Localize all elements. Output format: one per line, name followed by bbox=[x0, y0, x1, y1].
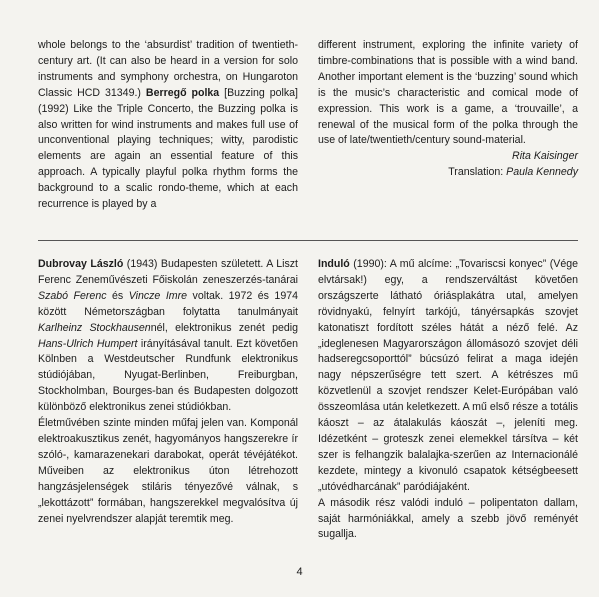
teacher-name: Vincze Imre bbox=[128, 289, 188, 302]
paragraph-text: whole belongs to the ‘absurdist’ tradition of twentieth-century art. (It can also be heard in a version for solo instruments and symphony orchestra, on Hungaroton Classic HCD 31349.) bbox=[38, 39, 298, 99]
author-credit bbox=[318, 149, 578, 165]
paragraph-text: nél, elektronikus zenét pedig bbox=[150, 321, 298, 334]
teacher-name: Karlheinz Stockhausen bbox=[38, 321, 151, 334]
page-number: 4 bbox=[296, 566, 303, 578]
author-name: Rita Kaisinger bbox=[512, 150, 578, 163]
paragraph bbox=[38, 38, 298, 213]
paragraph bbox=[38, 257, 298, 416]
teacher-name: Szabó Ferenc bbox=[38, 289, 107, 302]
text-column-top-right bbox=[318, 38, 578, 181]
work-title: Induló bbox=[318, 258, 350, 270]
paragraph-text: voltak. 1972 és 1974 között Németországban folytatta tanulmányait bbox=[38, 289, 298, 318]
paragraph-text: [Buzzing polka] (1992) Like the Triple Concerto, the Buzzing polka is also written for wind instruments and makes full use of unconventional playing techniques; witty, parodistic elements are again an essential feature of this approach. A typically playful polka rhythm forms the background to a scalic rondo-theme, which at each recurrence is played by a bbox=[38, 86, 298, 211]
paragraph: A második rész valódi induló – polipentaton dallam, saját harmóniákkal, amely a szebb jövő reményét sugallja. bbox=[318, 496, 578, 541]
composer-name: Dubrovay László bbox=[38, 258, 124, 270]
section-divider bbox=[38, 240, 578, 241]
paragraph-text: (1990): A mű alcíme: „Tovariscsi konyec” (Vége elvtársak!) egy, a rendszerváltást követően országszerte látható óriásplakátra utal, amelyen rövidnyakú, felnyírt tarkójú, tányérsapkás szovjet katonatiszt fordított széles hátát a néző felé. Az „ideglenesen Magyarországon állomásozó szovjet déli hadseregcsoporttól” búcsúzó felirat a maga idején nagy népszerűségre tett szert. A kétrészes mű közvetlenül a szovjet rendszer Kelet-Európában való összeomlása után keletkezett. A mű első része a totális káoszt – az átalakulás káoszát –, jeleníti meg. Idézetként – groteszk zenei elemekkel társítva – két szer is felhangzik balalajka-szerűen az Internacionálé kezdete, mintegy a kivonuló csapatok kétségbeesett „utóvédharcának” paródiájaként. bbox=[318, 258, 578, 493]
paragraph bbox=[318, 257, 578, 496]
text-column-top-left bbox=[38, 38, 298, 213]
paragraph: different instrument, exploring the infinite variety of timbre-combinations that is possible with a wind band. Another important element is the ‘buzzing’ sound which is the music’s characteristic and comical mode of expression. This work is a game, a ‘trouvaille’, a renewal of the musical form of the polka through the use of late/twentieth/century sound-material. bbox=[318, 39, 578, 147]
translation-credit bbox=[318, 165, 578, 181]
text-column-bottom-left bbox=[38, 257, 298, 527]
teacher-name: Hans-Ulrich Humpert bbox=[38, 337, 138, 350]
work-title: Berregő polka bbox=[145, 86, 220, 99]
paragraph-text: irányításával tanult. Ezt követően Kölnben a Westdeutscher Rundfunk elektronikus stúdiójában, Nyugat-Berlinben, Freiburgban, Stockholmban, Bourges-ban és Budapesten dolgozott különböző elektronikus zenei stúdiókban. bbox=[38, 337, 298, 414]
paragraph: Életművében szinte minden műfaj jelen van. Komponál elektroakusztikus zenét, hagyományos hangszerekre ír szóló-, kamarazenekari darabokat, operát tévéjátékot. Műveiben az elektronikus úton létrehozott hangzásjelenségek stiláris tényezővé válnak, s „lekottázott” formában, hangszerekkel megvalósítva új zenei nyelvrendszer alapját teremtik meg. bbox=[38, 417, 298, 525]
paragraph-text: és bbox=[106, 289, 129, 302]
text-column-bottom-right bbox=[318, 257, 578, 543]
translator-name: Paula Kennedy bbox=[506, 166, 578, 179]
translation-label: Translation: bbox=[448, 166, 507, 179]
paragraph-text: (1943) Budapesten született. A Liszt Ferenc Zeneművészeti Főiskolán zeneszerzés-tanárai bbox=[38, 258, 298, 286]
